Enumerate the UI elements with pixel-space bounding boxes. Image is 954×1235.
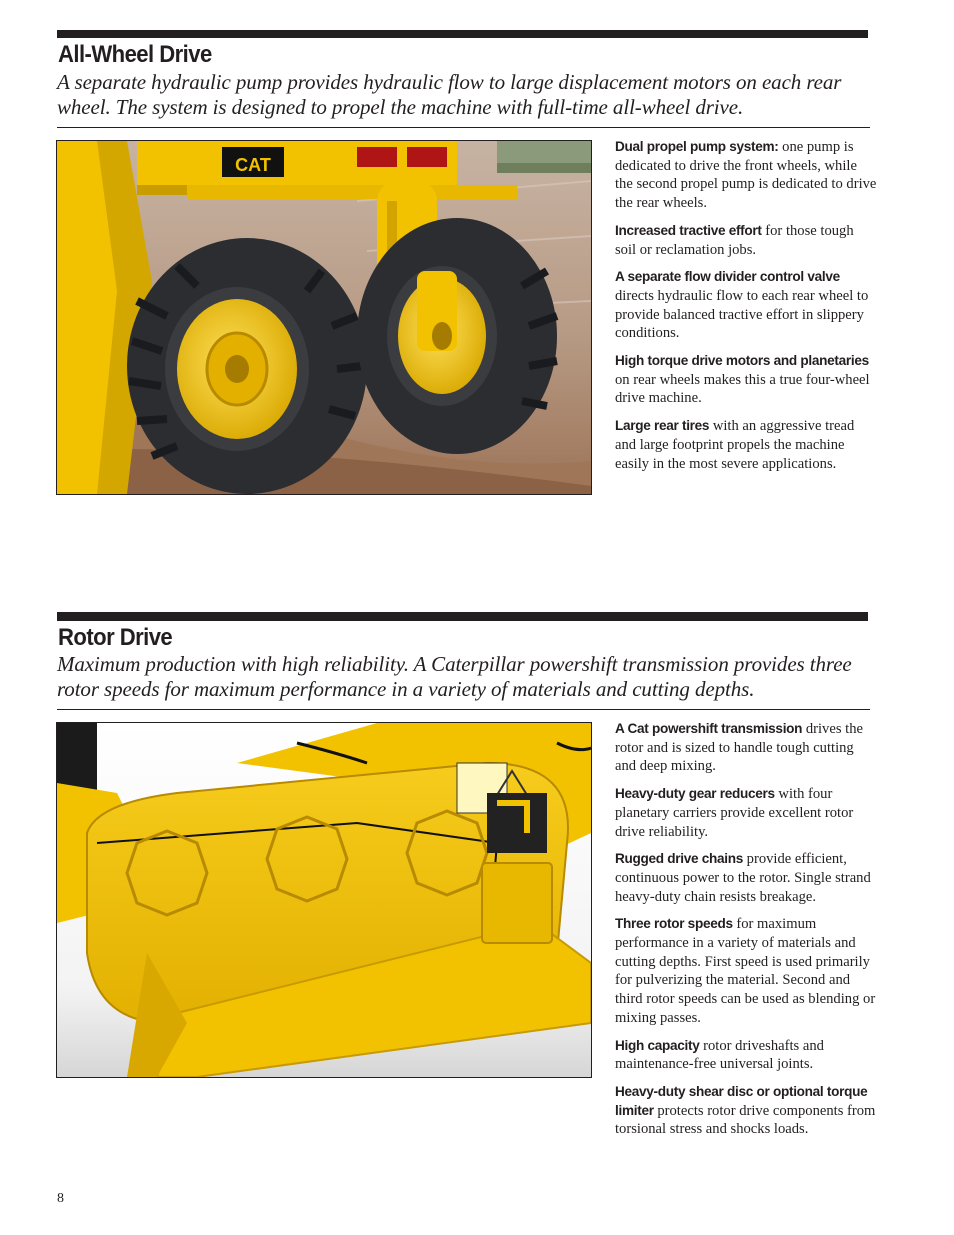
feature-term: High capacity xyxy=(615,1037,700,1053)
all-wheel-drive-features xyxy=(615,138,877,482)
section-divider xyxy=(57,127,870,128)
feature-item xyxy=(615,138,877,213)
feature-item xyxy=(615,720,877,776)
feature-term: Large rear tires xyxy=(615,418,710,434)
feature-text: with an aggressive tread and large footprint propels the machine easily in the most severe applications. xyxy=(615,418,855,472)
feature-term: Rugged drive chains xyxy=(615,851,744,867)
rotor-drive-photo xyxy=(56,722,592,1078)
feature-text: on rear wheels makes this a true four-wheel drive machine. xyxy=(615,371,870,407)
feature-text: for those tough soil or reclamation jobs. xyxy=(615,222,854,258)
feature-text: for maximum performance in a variety of materials and cutting depths. First speed is used primarily for pulverizing the material. Second and third rotor speeds can be used as blending or mixing passes. xyxy=(615,916,876,1026)
feature-text: protects rotor drive components from torsional stress and shocks loads. xyxy=(615,1102,876,1138)
feature-term: Increased tractive effort xyxy=(615,222,762,238)
section-intro: A separate hydraulic pump provides hydraulic flow to large displacement motors on each rear wheel. The system is designed to propel the machine with full-time all-wheel drive. xyxy=(57,70,842,119)
section-heading: All-Wheel Drive xyxy=(58,41,212,68)
page-number: 8 xyxy=(57,1191,64,1206)
feature-term: A separate flow divider control valve xyxy=(615,269,840,285)
feature-item xyxy=(615,352,877,408)
section-top-bar xyxy=(57,30,868,38)
feature-text: directs hydraulic flow to each rear wheel to provide balanced tractive effort in slippery conditions. xyxy=(615,287,869,342)
feature-text: with four planetary carriers provide excellent rotor drive reliability. xyxy=(615,786,854,840)
feature-item xyxy=(615,1037,877,1074)
feature-item xyxy=(615,850,877,906)
feature-text: rotor driveshafts and maintenance-free universal joints. xyxy=(615,1037,824,1073)
section-top-bar xyxy=(57,612,868,621)
feature-text: provide efficient, continuous power to the rotor. Single strand heavy-duty chain resists breakage. xyxy=(615,851,871,905)
all-wheel-drive-photo xyxy=(56,140,592,495)
section-heading: Rotor Drive xyxy=(58,624,173,651)
section-intro: Maximum production with high reliability. A Caterpillar powershift transmission provides three rotor speeds for maximum performance in a variety of materials and cutting depths. xyxy=(57,652,852,701)
feature-item xyxy=(615,417,877,473)
feature-item xyxy=(615,222,877,259)
feature-term: Heavy-duty shear disc or optional torque limiter xyxy=(615,1083,868,1118)
cat-logo: CAT xyxy=(235,155,271,175)
feature-text: one pump is dedicated to drive the front wheels, while the second propel pump is dedicated to drive the rear wheels. xyxy=(615,139,877,212)
feature-item xyxy=(615,268,877,343)
feature-term: High torque drive motors and planetaries xyxy=(615,353,869,369)
feature-term: Dual propel pump system: xyxy=(615,139,779,154)
feature-term: Three rotor speeds xyxy=(615,916,733,932)
feature-term: Heavy-duty gear reducers xyxy=(615,786,775,802)
rotor-drive-features xyxy=(615,720,877,1148)
feature-item xyxy=(615,1083,877,1139)
feature-item xyxy=(615,915,877,1027)
section-divider xyxy=(57,709,870,710)
feature-text: drives the rotor and is sized to handle tough cutting and deep mixing. xyxy=(615,721,863,775)
feature-item xyxy=(615,785,877,841)
feature-term: A Cat powershift transmission xyxy=(615,721,803,736)
